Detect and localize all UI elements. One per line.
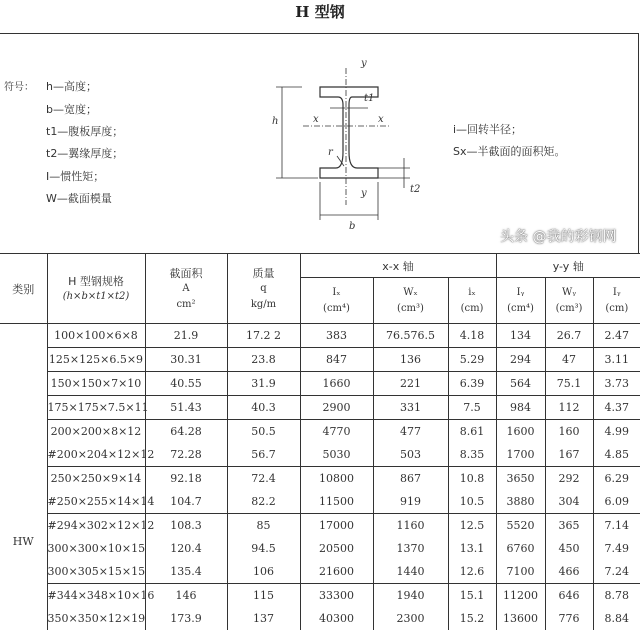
table-row	[0, 584, 640, 608]
table-row	[0, 537, 640, 560]
table-cell: 175×175×7.5×11	[47, 396, 145, 420]
table-cell: 847	[300, 348, 373, 372]
table-cell: 167	[545, 443, 593, 467]
table-cell: 72.28	[145, 443, 227, 467]
h-beam-spec-table	[0, 253, 640, 630]
table-cell: 100×100×6×8	[47, 324, 145, 348]
table-cell: 31.9	[227, 372, 300, 396]
label-t1: t1	[364, 93, 374, 104]
header-spec-sub: (h×b×t1×t2)	[48, 289, 145, 305]
table-cell: 1940	[373, 584, 448, 608]
symbol-h: h—高度；	[46, 78, 97, 94]
table-cell: 867	[373, 467, 448, 491]
h-beam-section-diagram	[270, 60, 430, 270]
header-yy-axis: y-y 轴	[496, 254, 640, 278]
table-cell: 8.35	[448, 443, 496, 467]
table-cell: 1600	[496, 420, 545, 444]
table-cell: 6.39	[448, 372, 496, 396]
table-row	[0, 348, 640, 372]
table-cell: 13.1	[448, 537, 496, 560]
header-area	[145, 254, 227, 324]
table-row	[0, 490, 640, 514]
table-cell: 2900	[300, 396, 373, 420]
label-h: h	[272, 116, 278, 127]
col-unit: (cm)	[594, 301, 640, 317]
symbol-t2: t2—翼缘厚度；	[46, 145, 123, 161]
table-cell: 40.3	[227, 396, 300, 420]
table-cell: 294	[496, 348, 545, 372]
table-cell: 17.2 2	[227, 324, 300, 348]
table-cell: 3650	[496, 467, 545, 491]
col-unit: (cm⁴)	[301, 301, 373, 317]
col-unit: (cm)	[449, 301, 496, 317]
table-row	[0, 607, 640, 630]
table-cell: 300×300×10×15	[47, 537, 145, 560]
table-cell: 160	[545, 420, 593, 444]
table-cell: 3880	[496, 490, 545, 514]
table-cell: 8.78	[593, 584, 640, 608]
table-cell: 134	[496, 324, 545, 348]
label-y-bottom: y	[360, 188, 367, 199]
table-cell: 6.09	[593, 490, 640, 514]
table-cell: 146	[145, 584, 227, 608]
table-cell: 85	[227, 514, 300, 538]
table-cell: 1370	[373, 537, 448, 560]
table-cell: 1160	[373, 514, 448, 538]
table-cell: 4.99	[593, 420, 640, 444]
watermark: 头条 @我的彩钢网	[500, 226, 616, 246]
header-col-3	[496, 278, 545, 324]
table-cell: 12.5	[448, 514, 496, 538]
table-cell: 221	[373, 372, 448, 396]
table-cell: 4770	[300, 420, 373, 444]
table-cell: 17000	[300, 514, 373, 538]
table-cell: 75.1	[545, 372, 593, 396]
table-row	[0, 514, 640, 538]
header-xx-axis: x-x 轴	[300, 254, 496, 278]
table-cell: 7.14	[593, 514, 640, 538]
table-cell: 2.47	[593, 324, 640, 348]
header-col-4	[545, 278, 593, 324]
table-cell: 776	[545, 607, 593, 630]
table-cell: 10800	[300, 467, 373, 491]
symbol-sx: Sx—半截面的面积矩。	[453, 143, 566, 159]
table-cell: 5.29	[448, 348, 496, 372]
table-cell: #294×302×12×12	[47, 514, 145, 538]
table-cell: 20500	[300, 537, 373, 560]
table-cell: 383	[300, 324, 373, 348]
table-cell: 108.3	[145, 514, 227, 538]
header-category: 类别	[0, 254, 47, 324]
table-cell: 11200	[496, 584, 545, 608]
table-cell: 350×350×12×19	[47, 607, 145, 630]
table-cell: 125×125×6.5×9	[47, 348, 145, 372]
table-cell: 250×250×9×14	[47, 467, 145, 491]
table-cell: 984	[496, 396, 545, 420]
table-cell: 365	[545, 514, 593, 538]
table-cell: 13600	[496, 607, 545, 630]
label-r: r	[328, 147, 334, 158]
header-mass-label: 质量	[253, 267, 275, 280]
table-cell: 137	[227, 607, 300, 630]
label-b: b	[349, 221, 355, 232]
table-cell: 919	[373, 490, 448, 514]
table-cell: 26.7	[545, 324, 593, 348]
table-cell: 477	[373, 420, 448, 444]
table-cell: 51.43	[145, 396, 227, 420]
label-x-left: x	[313, 114, 319, 125]
header-col-2	[448, 278, 496, 324]
table-cell: 30.31	[145, 348, 227, 372]
table-cell: 331	[373, 396, 448, 420]
table-cell: #200×204×12×12	[47, 443, 145, 467]
table-cell: 115	[227, 584, 300, 608]
table-cell: 82.2	[227, 490, 300, 514]
col-unit: (cm³)	[374, 301, 448, 317]
table-cell: 200×200×8×12	[47, 420, 145, 444]
header-col-1	[373, 278, 448, 324]
table-cell: 7.24	[593, 560, 640, 584]
header-area-unit: cm²	[146, 297, 227, 313]
label-x-right: x	[378, 114, 384, 125]
page-title: H 型钢	[0, 0, 640, 24]
table-cell: 120.4	[145, 537, 227, 560]
header-col-0	[300, 278, 373, 324]
table-cell: 503	[373, 443, 448, 467]
col-symbol: Iᵧ	[497, 285, 545, 301]
table-cell: 15.2	[448, 607, 496, 630]
table-cell: 33300	[300, 584, 373, 608]
col-symbol: Iᵧ	[594, 285, 640, 301]
category-cell: HW	[0, 324, 47, 630]
table-row	[0, 396, 640, 420]
header-mass-unit: kg/m	[228, 297, 300, 313]
table-cell: 23.8	[227, 348, 300, 372]
table-cell: 12.6	[448, 560, 496, 584]
table-cell: 6760	[496, 537, 545, 560]
table-cell: 292	[545, 467, 593, 491]
symbol-radius: i—回转半径；	[453, 121, 522, 137]
table-cell: 94.5	[227, 537, 300, 560]
header-mass-sym: q	[228, 281, 300, 297]
table-row	[0, 560, 640, 584]
table-cell: 3.11	[593, 348, 640, 372]
table-row	[0, 467, 640, 491]
symbol-w: W—截面模量	[46, 190, 112, 206]
table-cell: 2300	[373, 607, 448, 630]
table-cell: 646	[545, 584, 593, 608]
table-cell: 56.7	[227, 443, 300, 467]
header-area-label: 截面积	[170, 267, 203, 280]
table-cell: 7.49	[593, 537, 640, 560]
header-spec	[47, 254, 145, 324]
table-row	[0, 372, 640, 396]
table-cell: 10.5	[448, 490, 496, 514]
table-cell: 40300	[300, 607, 373, 630]
table-cell: 8.61	[448, 420, 496, 444]
table-cell: 76.576.5	[373, 324, 448, 348]
col-unit: (cm⁴)	[497, 301, 545, 317]
label-t2: t2	[410, 184, 420, 195]
table-cell: 300×305×15×15	[47, 560, 145, 584]
table-cell: 135.4	[145, 560, 227, 584]
table-cell: 4.85	[593, 443, 640, 467]
table-cell: 4.37	[593, 396, 640, 420]
table-cell: 450	[545, 537, 593, 560]
table-cell: 3.73	[593, 372, 640, 396]
header-area-sym: A	[146, 281, 227, 297]
table-cell: 150×150×7×10	[47, 372, 145, 396]
table-cell: 72.4	[227, 467, 300, 491]
table-cell: 92.18	[145, 467, 227, 491]
label-y-top: y	[360, 60, 367, 69]
table-cell: 21.9	[145, 324, 227, 348]
table-cell: 1440	[373, 560, 448, 584]
table-cell: 47	[545, 348, 593, 372]
table-cell: 6.29	[593, 467, 640, 491]
table-cell: 50.5	[227, 420, 300, 444]
table-cell: 304	[545, 490, 593, 514]
table-cell: 7.5	[448, 396, 496, 420]
table-cell: 1700	[496, 443, 545, 467]
table-row	[0, 443, 640, 467]
table-cell: 564	[496, 372, 545, 396]
symbol-i-moment: I—惯性矩；	[46, 168, 104, 184]
table-cell: 466	[545, 560, 593, 584]
table-cell: 5030	[300, 443, 373, 467]
table-cell: 5520	[496, 514, 545, 538]
table-cell: 4.18	[448, 324, 496, 348]
table-cell: 136	[373, 348, 448, 372]
table-row	[0, 420, 640, 444]
table-cell: 15.1	[448, 584, 496, 608]
table-cell: 106	[227, 560, 300, 584]
symbol-t1: t1—腹板厚度；	[46, 123, 123, 139]
table-cell: 64.28	[145, 420, 227, 444]
table-cell: 1660	[300, 372, 373, 396]
table-cell: #250×255×14×14	[47, 490, 145, 514]
symbols-prefix: 符号：	[4, 78, 34, 93]
table-cell: 21600	[300, 560, 373, 584]
table-cell: 8.84	[593, 607, 640, 630]
table-cell: 112	[545, 396, 593, 420]
col-symbol: iₓ	[449, 285, 496, 301]
table-cell: 10.8	[448, 467, 496, 491]
col-symbol: Iₓ	[301, 285, 373, 301]
table-cell: 173.9	[145, 607, 227, 630]
col-symbol: Wₓ	[374, 285, 448, 301]
col-symbol: Wᵧ	[546, 285, 593, 301]
table-cell: 40.55	[145, 372, 227, 396]
header-mass	[227, 254, 300, 324]
table-cell: 104.7	[145, 490, 227, 514]
table-row	[0, 324, 640, 348]
header-spec-label: H 型钢规格	[68, 275, 124, 288]
table-cell: 7100	[496, 560, 545, 584]
symbol-b: b—宽度；	[46, 101, 97, 117]
col-unit: (cm³)	[546, 301, 593, 317]
table-cell: 11500	[300, 490, 373, 514]
table-cell: #344×348×10×16	[47, 584, 145, 608]
header-col-5	[593, 278, 640, 324]
